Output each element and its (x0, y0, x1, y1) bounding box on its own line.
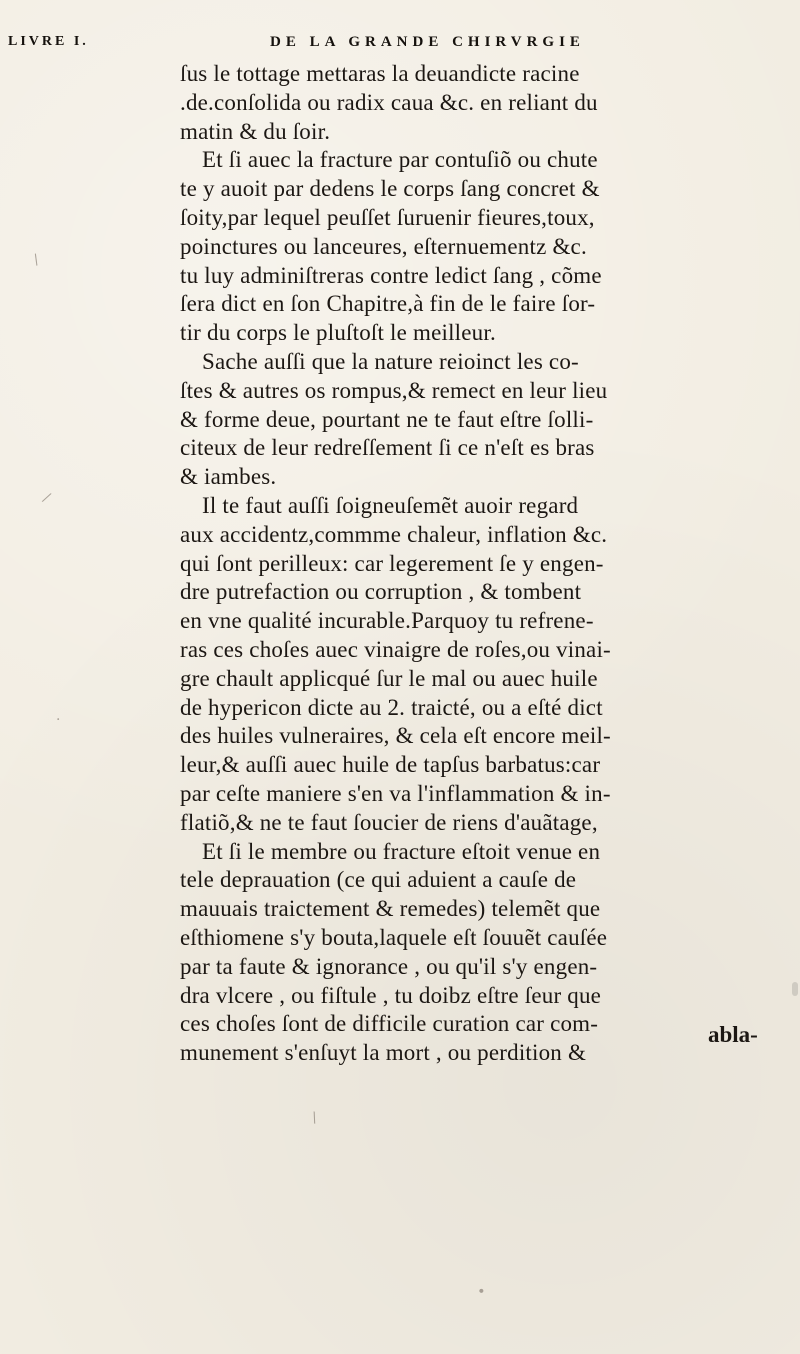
text-line: dre putrefaction ou corruption , & tombent (180, 579, 582, 605)
text-line: tu luy adminiſtreras contre ledict ſang , cõme (180, 262, 602, 288)
text-line: eſthiomene s'y bouta,laquele eſt ſouuẽt cauſée (180, 924, 608, 950)
running-head (8, 34, 780, 54)
text-line: .de.conſolida ou radix caua &c. en reliant du (180, 89, 598, 115)
text-line: ſoity,par lequel peuſſet ſuruenir fieures,toux, (180, 204, 595, 230)
running-head-title: DE LA GRANDE CHIRVRGIE (270, 34, 585, 50)
body-text (180, 60, 790, 1068)
text-line: aux accidentz,commme chaleur, inflation &c. (180, 521, 608, 547)
text-line: munement s'enſuyt la mort , ou perdition & (180, 1040, 587, 1066)
text-line: matin & du ſoir. (180, 118, 331, 144)
text-line: leur,& auſſi auec huile de tapſus barbatus:car (180, 752, 601, 778)
running-head-left: LIVRE I. (8, 34, 89, 49)
text-line: dra vlcere , ou fiſtule , tu doibz eſtre ſeur que (180, 982, 602, 1008)
text-line: tele deprauation (ce qui aduient a cauſe de (180, 867, 577, 893)
text-line: des huiles vulneraires, & cela eſt encore meil- (180, 723, 611, 749)
text-line: par ceſte maniere s'en va l'inflammation & in- (180, 780, 611, 806)
text-line: qui ſont perilleux: car legerement ſe y engen- (180, 550, 604, 576)
text-line: flatiõ,& ne te faut ſoucier de riens d'auãtage, (180, 809, 598, 835)
page-stain (792, 982, 798, 996)
text-line: ces choſes ſont de difficile curation car com- (180, 1011, 599, 1037)
text-line: tir du corps le pluſtoſt le meilleur. (180, 320, 496, 346)
margin-mark: / (30, 251, 42, 269)
text-line: Et ſi auec la fracture par contuſiõ ou chute (202, 147, 598, 173)
margin-mark: / (40, 489, 53, 507)
margin-mark: • (475, 1283, 487, 1301)
text-line: de hypericon dicte au 2. traicté, ou a eſté dict (180, 694, 603, 720)
text-line: Il te faut auſſi ſoigneuſemẽt auoir regard (202, 492, 579, 518)
text-line: ſus le tottage mettaras la deuandicte racine (180, 61, 580, 86)
text-line: ſera dict en ſon Chapitre,à fin de le faire ſor- (180, 291, 596, 317)
text-line: en vne qualité incurable.Parquoy tu refrene- (180, 608, 594, 634)
text-line: mauuais traictement & remedes) telemẽt que (180, 896, 601, 922)
text-line: ſtes & autres os rompus,& remect en leur lieu (180, 377, 608, 403)
margin-mark: \ (310, 1109, 319, 1127)
text-line: Sache auſſi que la nature reioinct les co- (202, 348, 579, 374)
text-line: citeux de leur redreſſement ſi ce n'eſt es bras (180, 435, 595, 461)
text-line: & iambes. (180, 464, 277, 490)
text-line: poinctures ou lanceures, eſternuementz &c. (180, 233, 587, 259)
text-line: par ta faute & ignorance , ou qu'il s'y engen- (180, 953, 598, 979)
margin-mark: · (56, 712, 61, 728)
text-line: ras ces choſes auec vinaigre de roſes,ou vinai- (180, 636, 611, 662)
text-line: & forme deue, pourtant ne te faut eſtre ſolli- (180, 406, 594, 432)
text-line: Et ſi le membre ou fracture eſtoit venue en (202, 838, 601, 864)
catchword: abla- (708, 1022, 758, 1047)
text-line: gre chault applicqué ſur le mal ou auec huile (180, 665, 598, 691)
text-line: te y auoit par dedens le corps ſang concret & (180, 176, 600, 202)
